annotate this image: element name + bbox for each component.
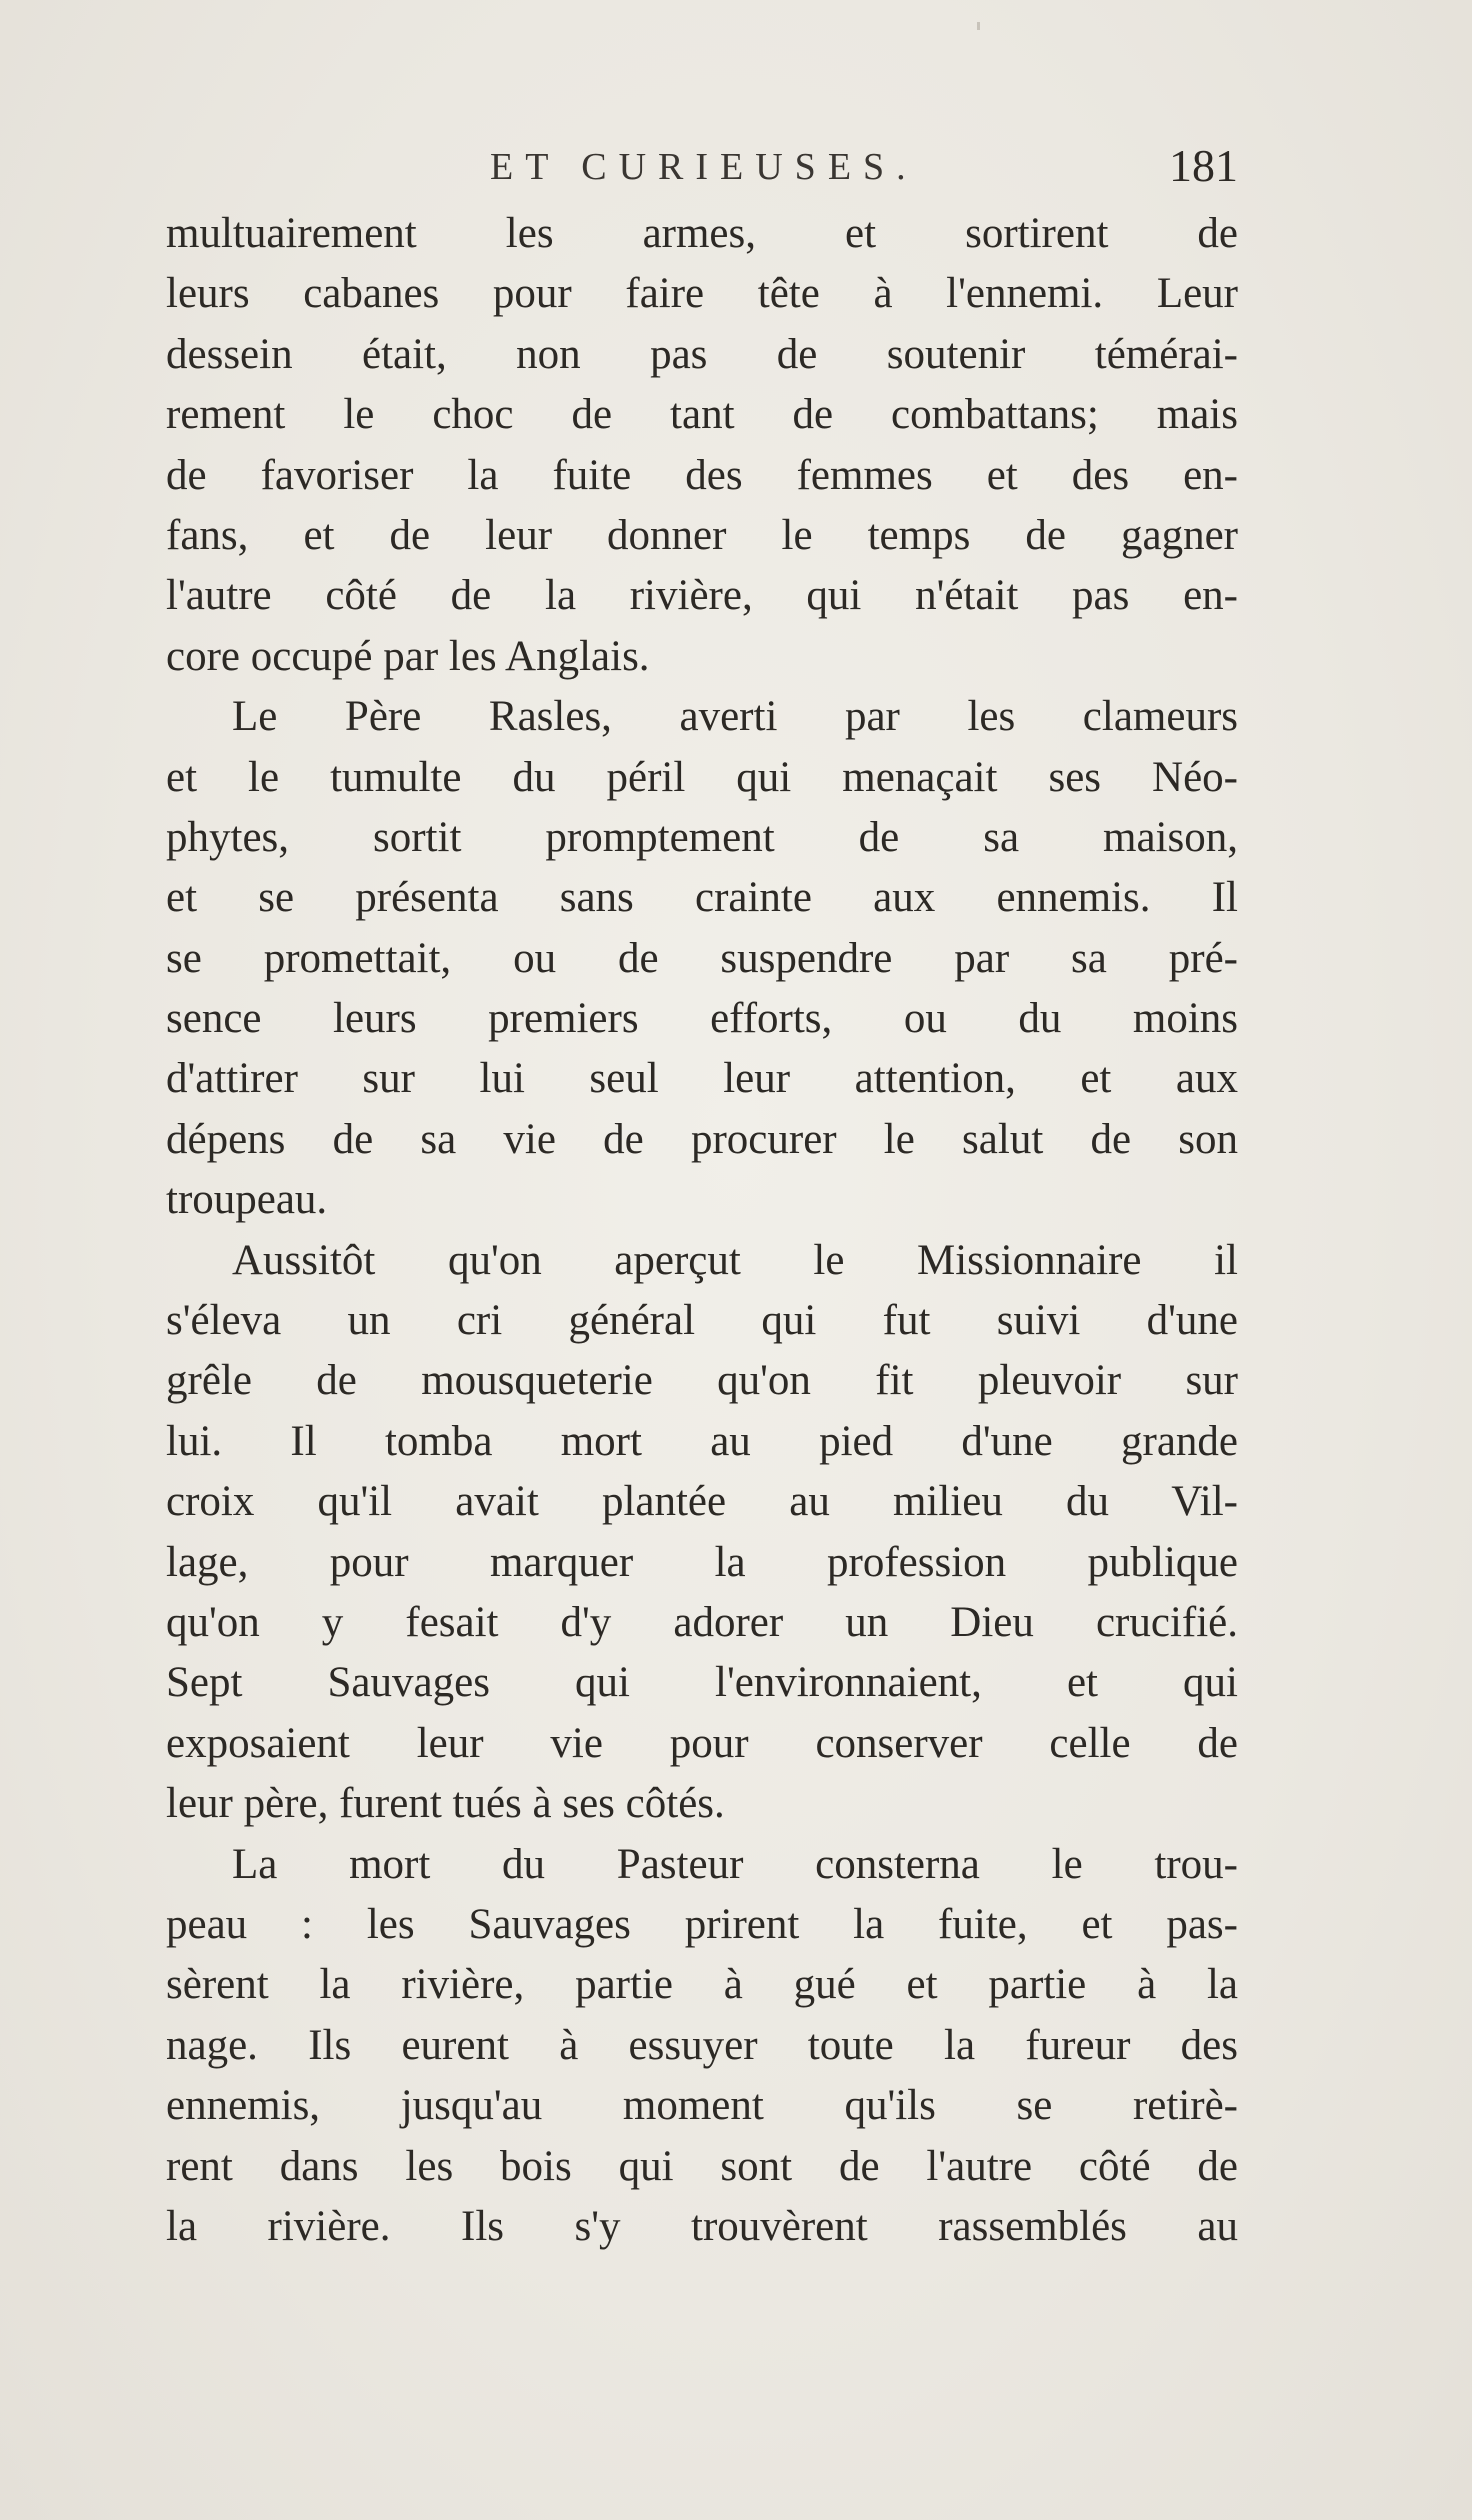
text-line: Sept Sauvages qui l'environnaient, et qui xyxy=(166,1659,1238,1707)
text-line: sèrent la rivière, partie à gué et partie à la xyxy=(166,1961,1238,2009)
text-line: troupeau. xyxy=(166,1176,328,1224)
text-line: se promettait, ou de suspendre par sa pré- xyxy=(166,934,1238,982)
text-line: rent dans les bois qui sont de l'autre côté de xyxy=(166,2142,1238,2190)
page-header xyxy=(490,140,1238,201)
text-line: s'éleva un cri général qui fut suivi d'une xyxy=(166,1297,1238,1345)
text-line: lui. Il tomba mort au pied d'une grande xyxy=(166,1417,1238,1465)
text-line: exposaient leur vie pour conserver celle de xyxy=(166,1719,1238,1767)
body-text xyxy=(166,204,1238,2257)
paper-speck xyxy=(977,22,980,30)
text-line: multuairement les armes, et sortirent de xyxy=(166,210,1238,257)
running-title: ET CURIEUSES. xyxy=(490,146,918,188)
text-line: dépens de sa vie de procurer le salut de son xyxy=(166,1115,1238,1163)
text-line: grêle de mousqueterie qu'on fit pleuvoir sur xyxy=(166,1357,1238,1405)
text-line: Le Père Rasles, averti par les clameurs xyxy=(232,693,1238,741)
text-line: qu'on y fesait d'y adorer un Dieu crucifié. xyxy=(166,1598,1238,1646)
text-line: Aussitôt qu'on aperçut le Missionnaire il xyxy=(232,1236,1238,1284)
text-line: la rivière. Ils s'y trouvèrent rassemblés au xyxy=(166,2202,1238,2250)
text-line: et se présenta sans crainte aux ennemis. Il xyxy=(166,874,1238,922)
text-line: core occupé par les Anglais. xyxy=(166,632,650,680)
text-line: de favoriser la fuite des femmes et des en- xyxy=(166,451,1238,499)
text-line: sence leurs premiers efforts, ou du moins xyxy=(166,995,1238,1043)
text-line: d'attirer sur lui seul leur attention, et aux xyxy=(166,1055,1238,1103)
text-line: leurs cabanes pour faire tête à l'ennemi. Leur xyxy=(166,270,1238,318)
text-line: rement le choc de tant de combattans; mais xyxy=(166,391,1238,439)
text-line: et le tumulte du péril qui menaçait ses Néo- xyxy=(166,753,1238,801)
text-line: phytes, sortit promptement de sa maison, xyxy=(166,813,1238,861)
page-number: 181 xyxy=(1169,140,1238,191)
text-line: l'autre côté de la rivière, qui n'était pas en- xyxy=(166,572,1238,620)
text-line: peau : les Sauvages prirent la fuite, et pas- xyxy=(166,1900,1238,1948)
text-line: croix qu'il avait plantée au milieu du Vil- xyxy=(166,1478,1238,1526)
text-line: nage. Ils eurent à essuyer toute la fureur des xyxy=(166,2021,1238,2069)
text-line: fans, et de leur donner le temps de gagner xyxy=(166,511,1238,559)
text-line: leur père, furent tués à ses côtés. xyxy=(166,1780,725,1828)
text-line: La mort du Pasteur consterna le trou- xyxy=(232,1840,1238,1888)
text-line: ennemis, jusqu'au moment qu'ils se retirè- xyxy=(166,2082,1238,2130)
text-line: lage, pour marquer la profession publique xyxy=(166,1538,1238,1586)
text-line: dessein était, non pas de soutenir témérai- xyxy=(166,330,1238,378)
